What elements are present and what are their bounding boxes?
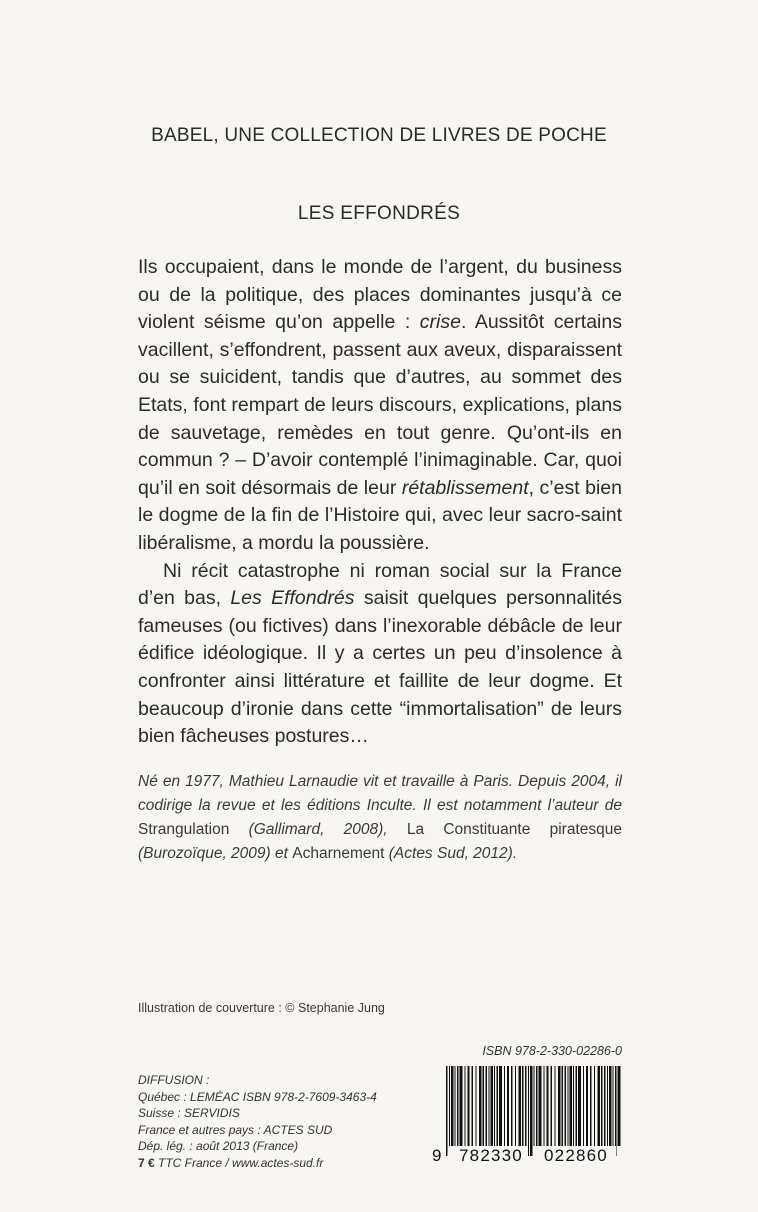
diffusion-suisse: Suisse : SERVIDIS <box>138 1106 240 1121</box>
barcode-bar <box>573 1066 574 1146</box>
barcode-bar <box>601 1066 603 1146</box>
barcode-left-digits: 782330 <box>454 1146 528 1166</box>
barcode-bar <box>451 1066 454 1146</box>
book-title: LES EFFONDRÉS <box>297 203 461 224</box>
barcode-bar <box>465 1066 466 1146</box>
diffusion-quebec: Québec : LEMÉAC ISBN 978-2-7609-3463-4 <box>138 1089 377 1104</box>
barcode-bar <box>547 1066 549 1146</box>
barcode-bars <box>432 1066 624 1156</box>
barcode-right-digits: 022860 <box>536 1146 616 1166</box>
barcode-bar <box>511 1066 513 1146</box>
barcode-bar <box>586 1066 588 1146</box>
barcode-digits <box>432 1146 624 1168</box>
barcode-bar <box>618 1066 621 1146</box>
barcode-bar <box>536 1066 538 1146</box>
barcode-bar <box>497 1066 499 1146</box>
barcode-bar <box>565 1066 567 1146</box>
blurb-paragraph-2: Ni récit catastrophe ni roman social sur la France d’en bas, Les Effondrés saisit quelques personnalités fameuses (ou fictives) dans l’inexorable débâcle de leur édifice idéologique. Il y a certes un peu d’insolence à confronter ainsi littérature et faillite de leur dogme. Et beaucoup d’ironie dans cette “immortalisation” de leurs bien fâcheuses postures… <box>138 559 623 748</box>
barcode-bar <box>455 1066 456 1146</box>
barcode-bar <box>555 1066 556 1146</box>
barcode-bar <box>594 1066 595 1146</box>
word-crise: crise <box>419 311 461 334</box>
barcode-bar <box>515 1066 516 1146</box>
collection-heading: BABEL, UNE COLLECTION DE LIVRES DE POCHE <box>151 125 607 146</box>
barcode-bar <box>499 1066 502 1146</box>
barcode-bar <box>460 1066 463 1146</box>
book-strangulation: Strangulation <box>138 821 230 838</box>
barcode <box>432 1066 624 1166</box>
barcode-bar <box>472 1066 474 1146</box>
barcode-bar <box>504 1066 505 1146</box>
barcode-bar <box>468 1066 470 1146</box>
book-acharnement: Acharnement <box>292 845 385 862</box>
blurb-paragraph-1: Ils occupaient, dans le monde de l’argent, du business ou de la politique, des places dominantes jusqu’à ce violent séisme qu’on appelle : crise. Aussitôt certains vacillent, s’effondrent, passent aux aveux, disparaissent ou se suicident, tandis que d’autres, au sommet des Etats, font rempart de leurs discours, explications, plans de sauvetage, remèdes en tout genre. Qu’ont-ils en commun ? – D’avoir contemplé l’inimaginable. Car, quoi qu’il en soit désormais de leur rétablissement, c’est bien le dogme de la fin de l’Histoire qui, avec leur sacro-saint libéralisme, a mordu la poussière. <box>138 256 623 554</box>
price-line: 7 € TTC France / www.actes-sud.fr <box>138 1155 324 1170</box>
barcode-bar <box>607 1066 608 1146</box>
word-retablissement: rétablissement <box>401 476 529 499</box>
diffusion-france: France et autres pays : ACTES SUD <box>138 1122 333 1137</box>
barcode-bar <box>457 1066 459 1146</box>
barcode-bar <box>598 1066 601 1146</box>
barcode-bar <box>615 1066 617 1156</box>
isbn-label: ISBN 978-2-330-02286-0 <box>482 1044 622 1058</box>
barcode-first-digit: 9 <box>432 1146 442 1165</box>
barcode-bar <box>558 1066 561 1146</box>
blurb <box>138 254 622 751</box>
barcode-bar <box>551 1066 553 1146</box>
barcode-bar <box>446 1066 448 1156</box>
barcode-bar <box>578 1066 581 1146</box>
barcode-bar <box>449 1066 450 1146</box>
barcode-bar <box>476 1066 477 1146</box>
barcode-bar <box>576 1066 578 1146</box>
barcode-bar <box>539 1066 542 1146</box>
barcode-bar <box>609 1066 612 1146</box>
barcode-bar <box>486 1066 488 1146</box>
barcode-bar <box>494 1066 495 1146</box>
legal-deposit: Dép. lég. : août 2013 (France) <box>138 1139 299 1154</box>
barcode-bar <box>519 1066 522 1146</box>
barcode-bar <box>590 1066 592 1146</box>
barcode-bar <box>562 1066 564 1146</box>
barcode-bar <box>483 1066 485 1146</box>
barcode-bar <box>530 1066 533 1156</box>
diffusion-block <box>138 1072 377 1172</box>
barcode-bar <box>544 1066 545 1146</box>
barcode-bar <box>489 1066 490 1146</box>
cover-credit: Illustration de couverture : © Stephanie Jung <box>138 1001 385 1015</box>
diffusion-heading: DIFFUSION : <box>138 1073 210 1087</box>
barcode-bar <box>583 1066 584 1146</box>
price: 7 € <box>138 1155 155 1170</box>
barcode-bar <box>522 1066 524 1146</box>
author-bio: Né en 1977, Mathieu Larnaudie vit et travaille à Paris. Depuis 2004, il codirige la revue et les éditions Inculte. Il est notamment l’auteur de Strangulation (Gallimard, 2008), La Constituante piratesque (Burozoïque, 2009) et Acharnement (Actes Sud, 2012). <box>138 773 622 862</box>
barcode-bar <box>604 1066 606 1146</box>
barcode-bar <box>534 1066 535 1146</box>
barcode-bar <box>570 1066 573 1146</box>
barcode-bar <box>525 1066 527 1146</box>
barcode-bar <box>613 1066 614 1156</box>
barcode-bar <box>479 1066 482 1146</box>
barcode-bar <box>491 1066 494 1146</box>
book-constituante: La Constituante piratesque <box>406 821 622 838</box>
title-reference: Les Effondrés <box>230 587 355 610</box>
barcode-bar <box>507 1066 509 1146</box>
barcode-bar <box>528 1066 529 1156</box>
barcode-bar <box>568 1066 569 1146</box>
